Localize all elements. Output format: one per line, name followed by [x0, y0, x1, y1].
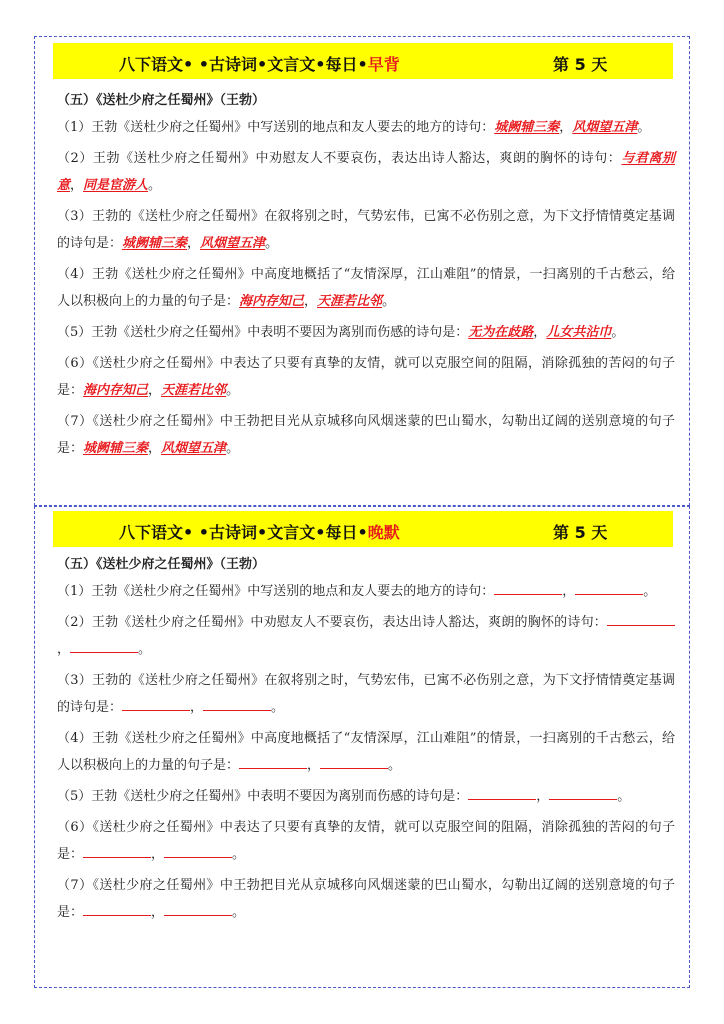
answer-line-2: 风烟望五津: [200, 236, 266, 251]
answer-end: 。: [271, 700, 285, 715]
answer-end: 。: [617, 789, 631, 804]
answer-separator: ，: [151, 847, 165, 862]
answer-end: 。: [637, 120, 651, 135]
question-item: [57, 408, 675, 462]
question-item: [57, 872, 675, 926]
fill-blank[interactable]: [83, 843, 151, 858]
question-text: （1）王勃《送杜少府之任蜀州》中写送别的地点和友人要去的地方的诗句：: [57, 584, 495, 599]
question-text: （5）王勃《送杜少府之任蜀州》中表明不要因为离别而伤感的诗句是：: [57, 789, 469, 804]
question-list: [57, 114, 675, 466]
question-item: [57, 145, 675, 199]
answer-separator: ，: [304, 294, 318, 309]
question-text: （1）王勃《送杜少府之任蜀州》中写送别的地点和友人要去的地方的诗句：: [57, 120, 495, 135]
fill-blank[interactable]: [468, 785, 536, 800]
question-item: [57, 609, 675, 663]
question-item: [57, 667, 675, 721]
question-item: [57, 203, 675, 257]
answer-separator: ，: [562, 584, 576, 599]
answer-line-2: 风烟望五津: [161, 441, 227, 456]
morning-recite-section: [34, 36, 690, 506]
answer-separator: ，: [536, 789, 550, 804]
answer-line-2: 天涯若比邻: [161, 383, 227, 398]
answer-line-1: 海内存知己: [239, 294, 305, 309]
fill-blank[interactable]: [203, 696, 271, 711]
banner-title-prefix: 八下语文• •古诗词•文言文•每日•: [119, 523, 368, 542]
fill-blank[interactable]: [239, 754, 307, 769]
question-item: [57, 261, 675, 315]
fill-blank[interactable]: [164, 843, 232, 858]
banner-day: 第 5 天: [553, 55, 608, 74]
answer-separator: ，: [148, 441, 162, 456]
answer-end: 。: [148, 178, 162, 193]
morning-banner: [53, 43, 673, 79]
answer-end: 。: [611, 325, 625, 340]
banner-title: [119, 52, 400, 75]
answer-line-2: 风烟望五津: [572, 120, 638, 135]
question-item: [57, 814, 675, 868]
question-item: [57, 319, 675, 346]
answer-separator: ，: [533, 325, 547, 340]
fill-blank[interactable]: [164, 901, 232, 916]
question-text: （6）《送杜少府之任蜀州》中表达了只要有真挚的友情，就可以克服空间的阻隔，消除孤独的苦闷的句子是：: [57, 356, 675, 398]
question-item: [57, 783, 675, 810]
question-text: （4）王勃《送杜少府之任蜀州》中高度地概括了“友情深厚，江山难阻”的情景，一扫离别的千古愁云，给人以积极向上的力量的句子是：: [57, 731, 675, 773]
question-text: （6）《送杜少府之任蜀州》中表达了只要有真挚的友情，就可以克服空间的阻隔，消除孤独的苦闷的句子是：: [57, 820, 675, 862]
question-text: （4）王勃《送杜少府之任蜀州》中高度地概括了“友情深厚，江山难阻”的情景，一扫离别的千古愁云，给人以积极向上的力量的句子是：: [57, 267, 675, 309]
answer-line-1: 城阙辅三秦: [122, 236, 188, 251]
evening-dictation-section: [34, 506, 690, 988]
answer-end: 。: [232, 905, 246, 920]
question-item: [57, 578, 675, 605]
answer-end: 。: [643, 584, 657, 599]
answer-separator: ，: [307, 758, 321, 773]
fill-blank[interactable]: [607, 611, 675, 626]
banner-title-prefix: 八下语文• •古诗词•文言文•每日•: [119, 55, 368, 74]
fill-blank[interactable]: [494, 580, 562, 595]
answer-end: 。: [382, 294, 396, 309]
answer-end: 。: [226, 383, 240, 398]
question-text: （7）《送杜少府之任蜀州》中王勃把目光从京城移向风烟迷蒙的巴山蜀水，勾勒出辽阔的送别意境的句子是：: [57, 878, 675, 920]
answer-line-1: 城阙辅三秦: [494, 120, 560, 135]
question-item: [57, 350, 675, 404]
answer-line-1: 与君离别意: [57, 151, 675, 193]
answer-end: 。: [226, 441, 240, 456]
evening-banner: [53, 511, 673, 547]
answer-end: 。: [388, 758, 402, 773]
poem-heading: （五）《送杜少府之任蜀州》（王勃）: [57, 557, 266, 572]
fill-blank[interactable]: [575, 580, 643, 595]
fill-blank[interactable]: [122, 696, 190, 711]
question-text: （3）王勃的《送杜少府之任蜀州》在叙将别之时，气势宏伟，已寓不必伤别之意，为下文抒情情奠定基调的诗句是：: [57, 209, 675, 251]
answer-separator: ，: [190, 700, 204, 715]
answer-separator: ，: [148, 383, 162, 398]
answer-separator: ，: [187, 236, 201, 251]
banner-title: [119, 520, 400, 543]
answer-line-1: 城阙辅三秦: [83, 441, 149, 456]
answer-end: 。: [138, 642, 152, 657]
answer-line-2: 儿女共沾巾: [546, 325, 612, 340]
answer-separator: ，: [57, 642, 71, 657]
question-text: （2）王勃《送杜少府之任蜀州》中劝慰友人不要哀伤，表达出诗人豁达，爽朗的胸怀的诗句：: [57, 151, 622, 166]
answer-line-2: 天涯若比邻: [317, 294, 383, 309]
answer-line-1: 无为在歧路: [468, 325, 534, 340]
question-text: （5）王勃《送杜少府之任蜀州》中表明不要因为离别而伤感的诗句是：: [57, 325, 469, 340]
banner-title-accent: 早背: [367, 55, 400, 74]
fill-blank[interactable]: [70, 638, 138, 653]
answer-line-2: 同是宦游人: [83, 178, 149, 193]
fill-blank[interactable]: [83, 901, 151, 916]
fill-blank[interactable]: [320, 754, 388, 769]
answer-separator: ，: [70, 178, 84, 193]
question-text: （3）王勃的《送杜少府之任蜀州》在叙将别之时，气势宏伟，已寓不必伤别之意，为下文抒情情奠定基调的诗句是：: [57, 673, 675, 715]
banner-title-accent: 晚默: [367, 523, 400, 542]
answer-end: 。: [265, 236, 279, 251]
answer-separator: ，: [151, 905, 165, 920]
answer-separator: ，: [559, 120, 573, 135]
question-text: （2）王勃《送杜少府之任蜀州》中劝慰友人不要哀伤，表达出诗人豁达，爽朗的胸怀的诗句：: [57, 615, 607, 630]
fill-blank[interactable]: [549, 785, 617, 800]
question-item: [57, 725, 675, 779]
question-item: [57, 114, 675, 141]
poem-heading: （五）《送杜少府之任蜀州》（王勃）: [57, 93, 266, 108]
banner-day: 第 5 天: [553, 523, 608, 542]
answer-end: 。: [232, 847, 246, 862]
question-list: [57, 578, 675, 930]
question-text: （7）《送杜少府之任蜀州》中王勃把目光从京城移向风烟迷蒙的巴山蜀水，勾勒出辽阔的送别意境的句子是：: [57, 414, 675, 456]
answer-line-1: 海内存知己: [83, 383, 149, 398]
